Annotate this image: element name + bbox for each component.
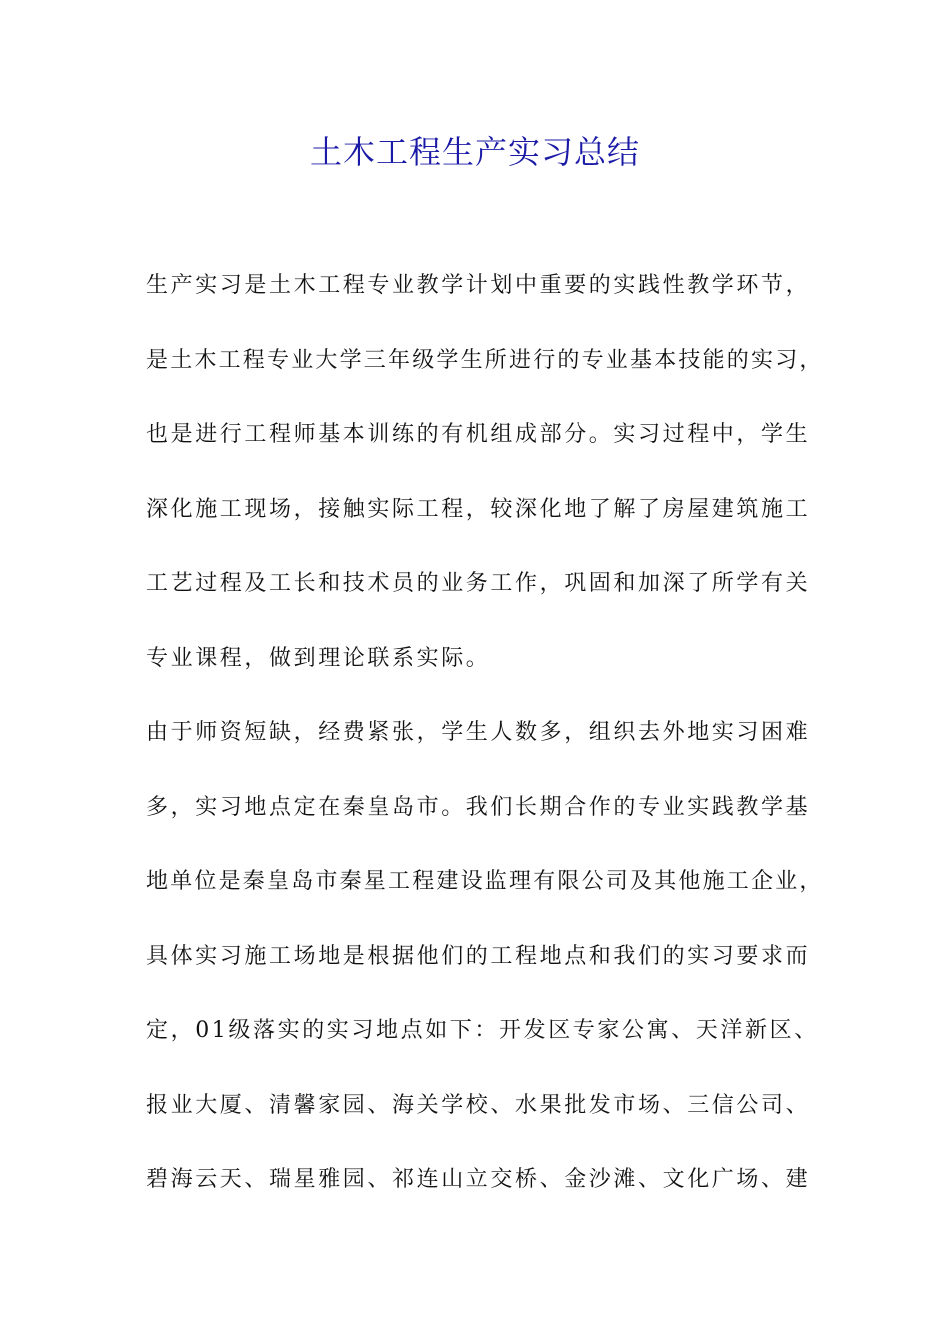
- document-title: 土木工程生产实习总结: [309, 133, 640, 171]
- body-line: 也是进行工程师基本训练的有机组成部分。实习过程中，学生: [146, 422, 811, 447]
- body-line: 专业课程，做到理论联系实际。: [146, 645, 491, 671]
- body-line: 工艺过程及工长和技术员的业务工作，巩固和加深了所学有关: [146, 571, 811, 596]
- body-line: 具体实习施工场地是根据他们的工程地点和我们的实习要求而: [146, 943, 811, 969]
- body-line: 深化施工现场，接触实际工程，较深化地了解了房屋建筑施工: [146, 496, 811, 522]
- body-line: 生产实习是土木工程专业教学计划中重要的实践性教学环节，: [146, 273, 811, 298]
- body-line: 由于师资短缺，经费紧张，学生人数多，组织去外地实习困难: [146, 720, 811, 745]
- body-line: 碧海云天、瑞星雅园、祁连山立交桥、金沙滩、文化广场、建: [146, 1167, 811, 1192]
- body-line: 定，01级落实的实习地点如下：开发区专家公寓、天洋新区、: [146, 1018, 819, 1043]
- body-line: 报业大厦、清馨家园、海关学校、水果批发市场、三信公司、: [146, 1092, 811, 1118]
- body-line: 是土木工程专业大学三年级学生所进行的专业基本技能的实习，: [146, 347, 824, 373]
- body-line: 多，实习地点定在秦皇岛市。我们长期合作的专业实践教学基: [146, 794, 811, 820]
- document-body: [146, 262, 826, 1231]
- body-line: 地单位是秦皇岛市秦星工程建设监理有限公司及其他施工企业，: [146, 869, 824, 894]
